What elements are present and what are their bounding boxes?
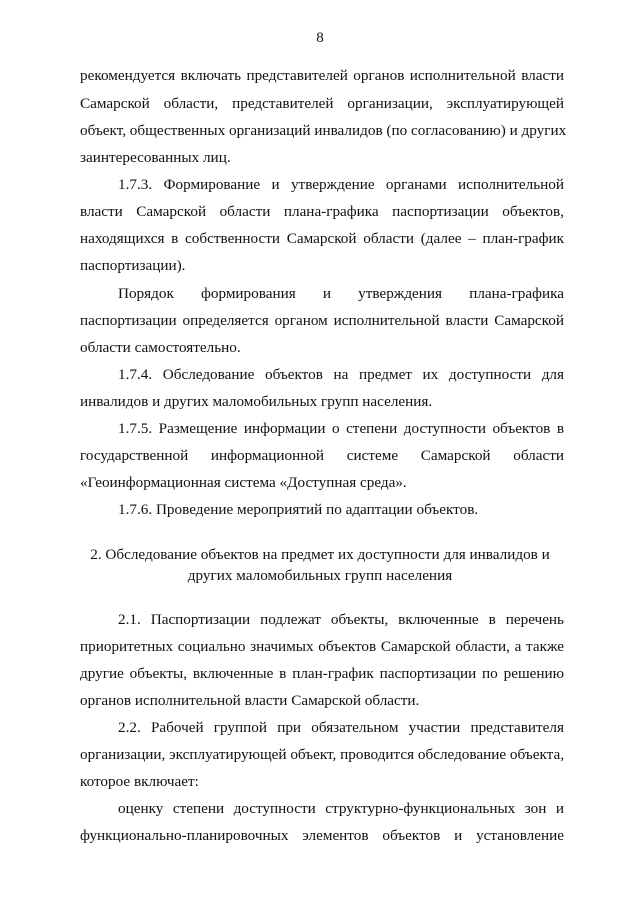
- paragraph-line: функционально-планировочных элементов объектов и установление: [80, 827, 564, 844]
- paragraph-line: заинтересованных лиц.: [80, 149, 231, 166]
- paragraph-line: находящихся в собственности Самарской области (далее – план-график: [80, 230, 564, 247]
- paragraph-line: которое включает:: [80, 773, 199, 790]
- paragraph-line: объект, общественных организаций инвалидов (по согласованию) и других: [80, 122, 567, 139]
- section-heading: других маломобильных групп населения: [187, 567, 453, 584]
- paragraph-line: 1.7.5. Размещение информации о степени доступности объектов в: [118, 420, 564, 437]
- paragraph-line: организации, эксплуатирующей объект, проводится обследование объекта,: [80, 746, 564, 763]
- paragraph-line: 2.1. Паспортизации подлежат объекты, включенные в перечень: [118, 611, 564, 628]
- paragraph-line: инвалидов и других маломобильных групп населения.: [80, 393, 433, 410]
- paragraph-line: области самостоятельно.: [80, 339, 241, 356]
- paragraph-line: Порядок формирования и утверждения плана-графика: [118, 285, 564, 302]
- paragraph-line: 1.7.4. Обследование объектов на предмет их доступности для: [118, 366, 564, 383]
- paragraph-line: рекомендуется включать представителей органов исполнительной власти: [80, 67, 564, 84]
- page-number: 8: [316, 30, 324, 46]
- paragraph-line: оценку степени доступности структурно-функциональных зон и: [118, 800, 564, 817]
- paragraph-line: другие объекты, включенные в план-график паспортизации по решению: [80, 665, 564, 682]
- section-heading: 2. Обследование объектов на предмет их доступности для инвалидов и: [90, 546, 550, 563]
- paragraph-line: власти Самарской области плана-графика паспортизации объектов,: [80, 203, 564, 220]
- paragraph-line: «Геоинформационная система «Доступная среда».: [80, 474, 407, 491]
- paragraph-line: 1.7.6. Проведение мероприятий по адаптации объектов.: [118, 501, 479, 518]
- paragraph-line: паспортизации).: [80, 257, 186, 274]
- paragraph-line: паспортизации определяется органом исполнительной власти Самарской: [80, 312, 564, 329]
- paragraph-line: государственной информационной системе Самарской области: [80, 447, 564, 464]
- paragraph-line: органов исполнительной власти Самарской области.: [80, 692, 420, 709]
- paragraph-line: 2.2. Рабочей группой при обязательном участии представителя: [118, 719, 564, 736]
- paragraph-line: приоритетных социально значимых объектов Самарской области, а также: [80, 638, 564, 655]
- paragraph-line: Самарской области, представителей организации, эксплуатирующей: [80, 95, 564, 112]
- paragraph-line: 1.7.3. Формирование и утверждение органами исполнительной: [118, 176, 564, 193]
